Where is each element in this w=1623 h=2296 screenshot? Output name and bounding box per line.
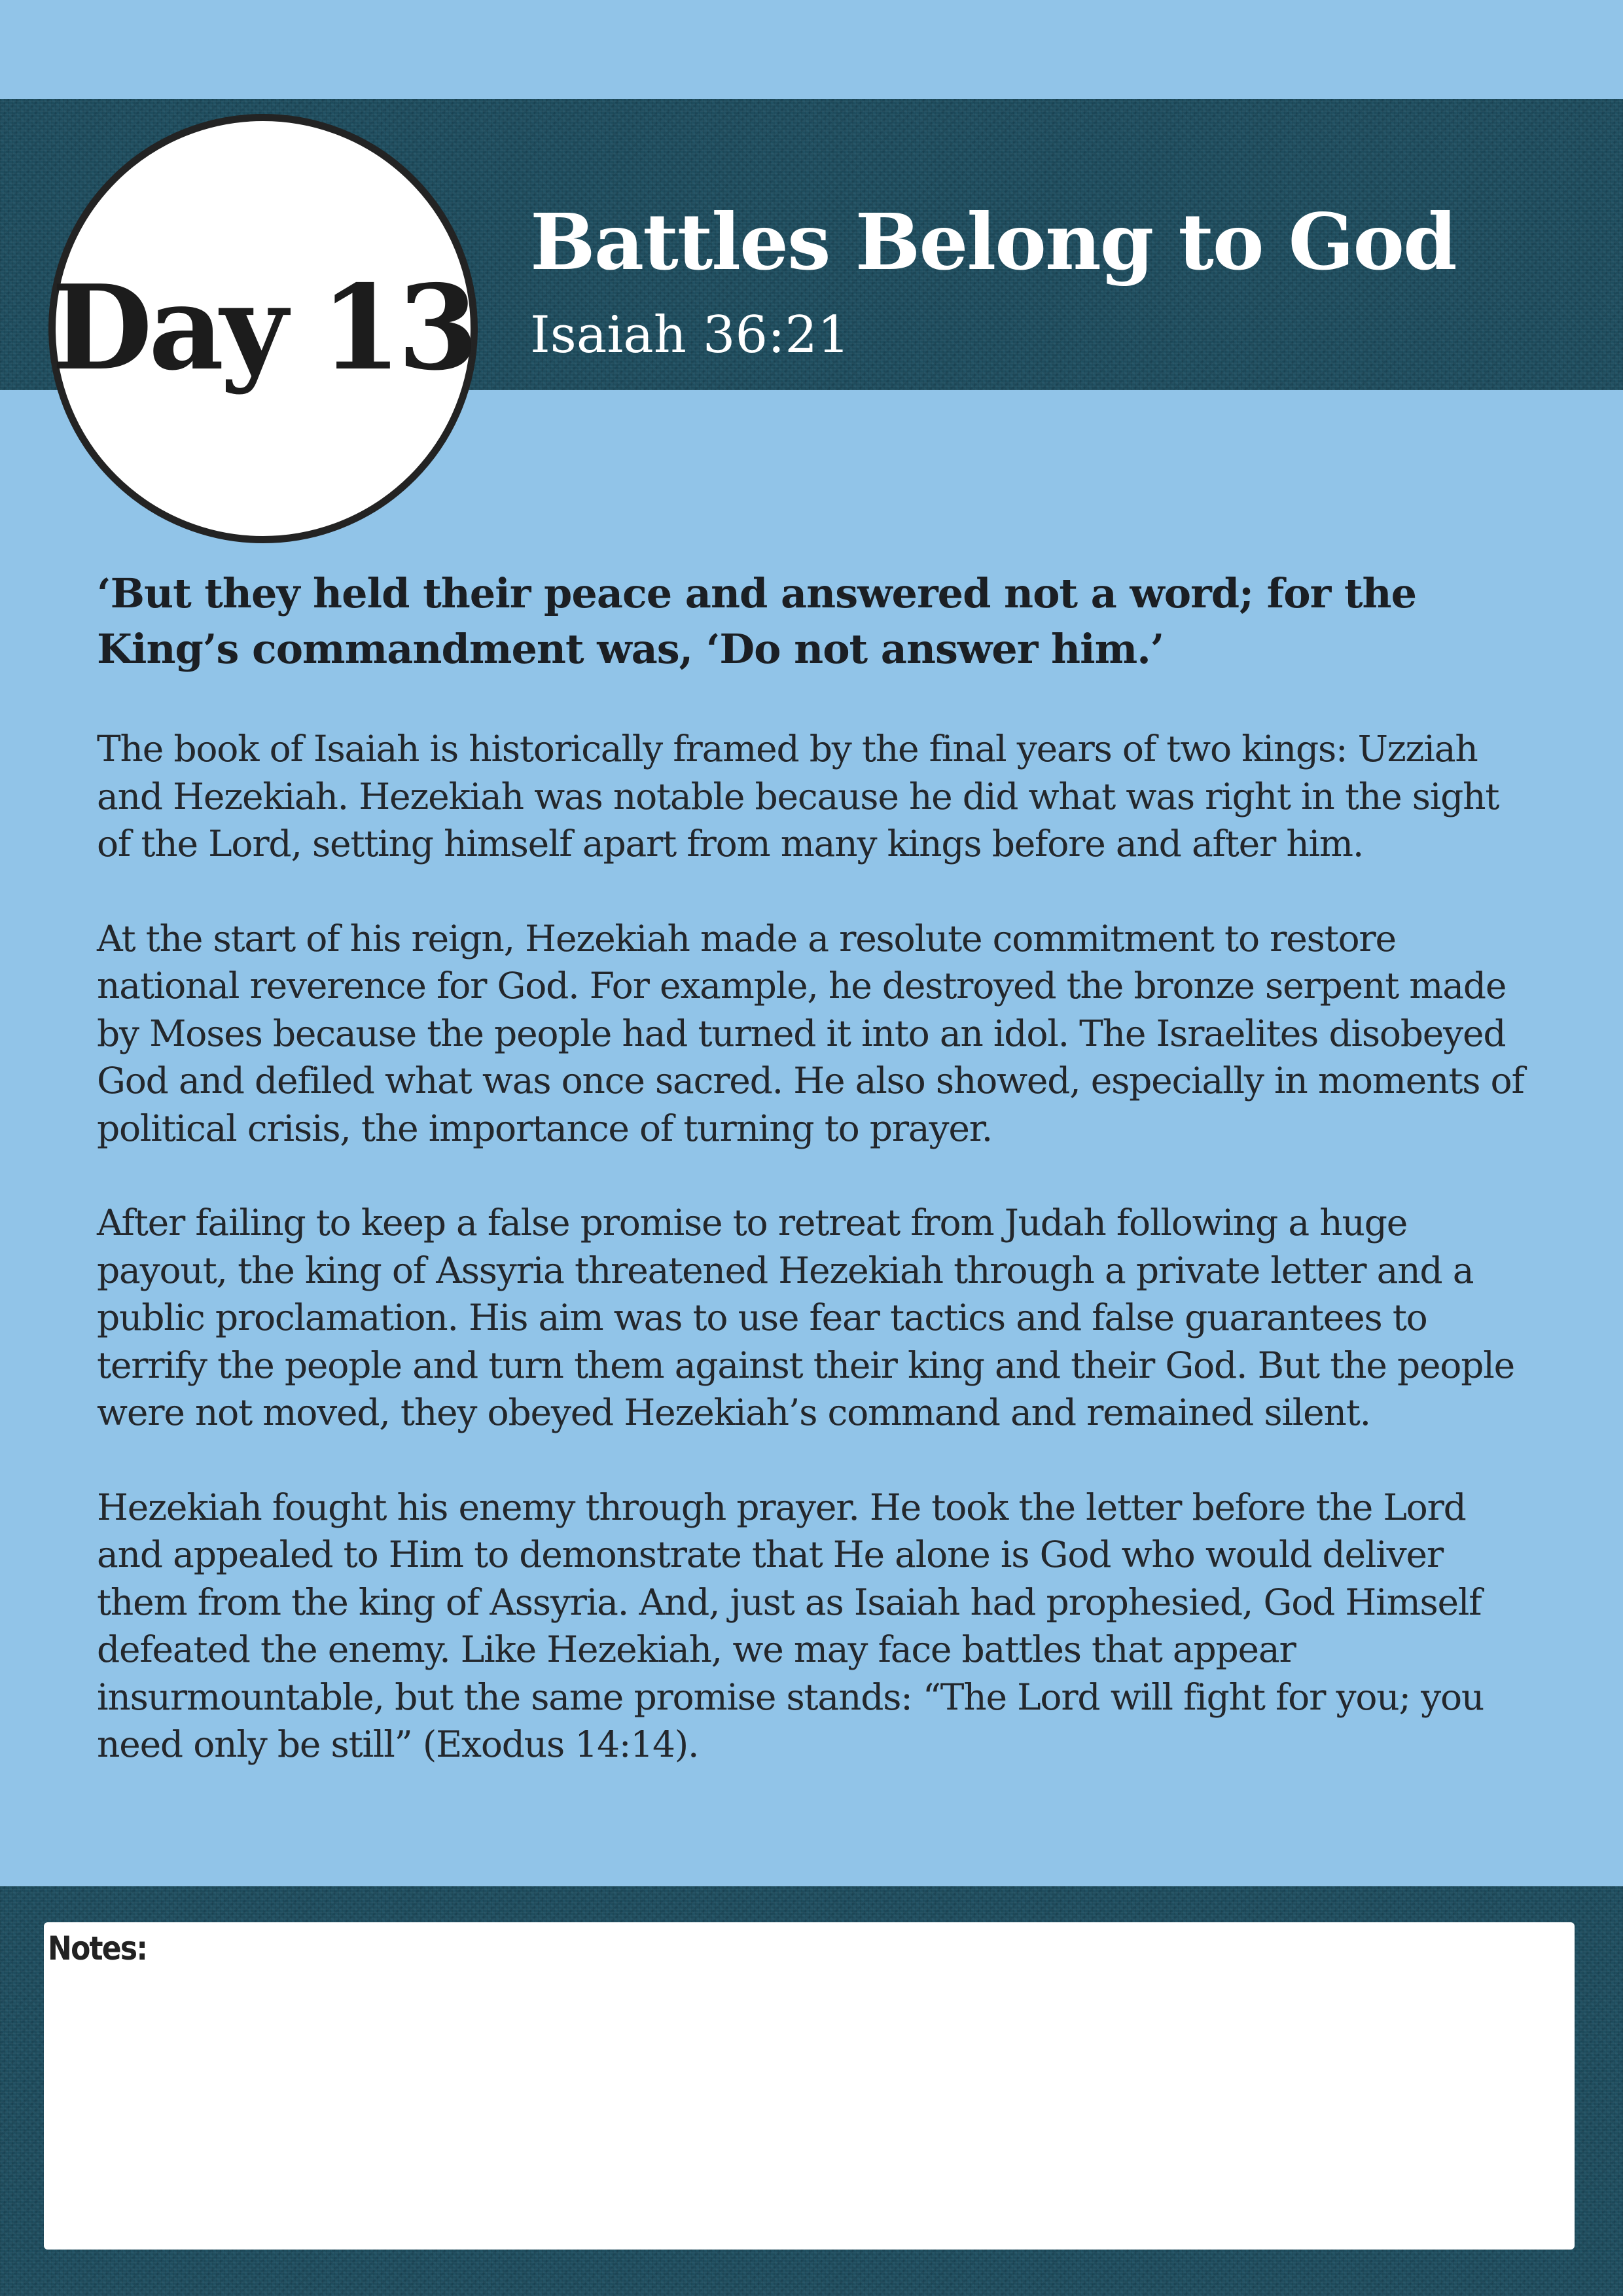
notes-area[interactable] xyxy=(44,1922,1575,2250)
paragraph: Hezekiah fought his enemy through prayer. He took the letter before the Lord and appealed to Him to demonstrate that He alone is God who would deliver them from the king of Assyria. And, just as Isaiah had prophesied, God Himself defeated the enemy. Like Hezekiah, we may face battles that appear insurmountable, but the same promise stands: “The Lord will fight for you; you need only be still” (Exodus 14:14). xyxy=(97,1486,1484,1765)
paragraph: The book of Isaiah is historically framed by the final years of two kings: Uzziah and Hezekiah. Hezekiah was notable because he did what was right in the sight of the Lord, setting himself apart from many kings before and after him. xyxy=(97,728,1499,865)
notes-label: Notes: xyxy=(48,1929,147,1967)
page-title: Battles Belong to God xyxy=(530,196,1456,287)
verse-quote: ‘But they held their peace and answered not a word; for the King’s commandment was, ‘Do not answer him.’ xyxy=(97,569,1417,673)
day-badge xyxy=(48,114,478,543)
devotional-body xyxy=(97,725,1534,1816)
day-label: Day 13 xyxy=(51,259,475,396)
scripture-reference: Isaiah 36:21 xyxy=(530,306,850,365)
paragraph: After failing to keep a false promise to retreat from Judah following a huge payout, the king of Assyria threatened Hezekiah through a private letter and a public proclamation. His aim was to use fear tactics and false guarantees to terrify the people and turn them against their king and their God. But the people were not moved, they obeyed Hezekiah’s command and remained silent. xyxy=(97,1202,1514,1433)
paragraph: At the start of his reign, Hezekiah made a resolute commitment to restore national reverence for God. For example, he destroyed the bronze serpent made by Moses because the people had turned it into an idol. The Israelites disobeyed God and defiled what was once sacred. He also showed, especially in moments of political crisis, the importance of turning to prayer. xyxy=(97,917,1524,1149)
